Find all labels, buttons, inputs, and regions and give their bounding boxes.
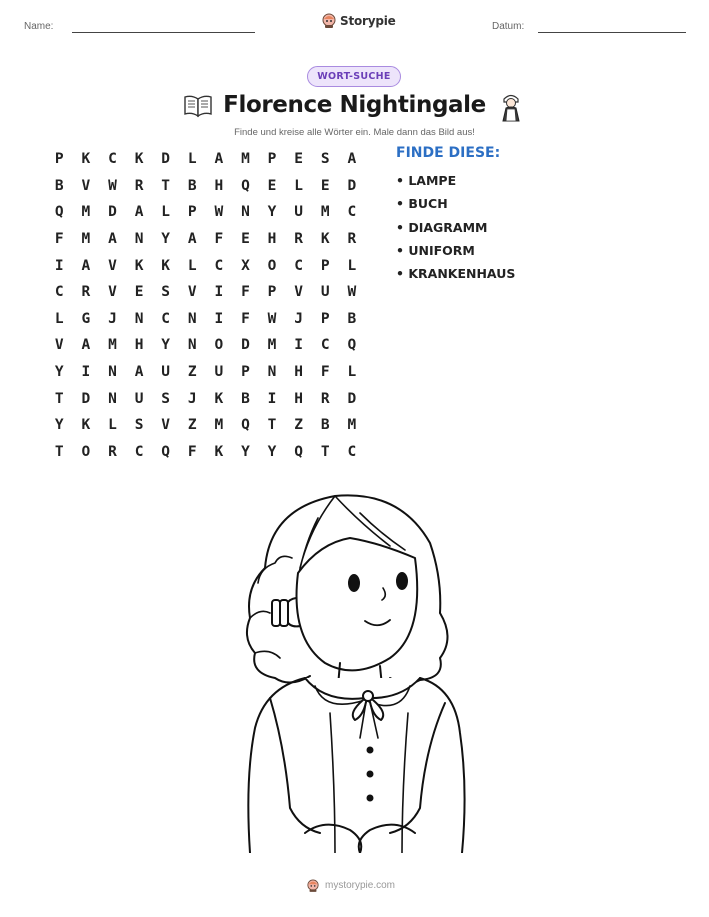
grid-cell[interactable]: B <box>320 417 330 434</box>
storypie-logo-icon <box>322 13 336 28</box>
nurse-icon <box>496 90 526 122</box>
word-list <box>396 171 515 287</box>
grid-cell[interactable]: H <box>294 364 303 381</box>
grid-cell[interactable]: Z <box>187 364 197 381</box>
grid-cell[interactable]: W <box>214 204 224 221</box>
grid-cell[interactable]: H <box>267 231 277 248</box>
grid-cell[interactable]: A <box>134 204 144 221</box>
grid-cell[interactable]: Q <box>294 443 303 460</box>
grid-cell[interactable]: K <box>161 257 171 274</box>
grid-cell[interactable]: F <box>241 284 250 301</box>
grid-cell[interactable]: W <box>267 310 277 327</box>
grid-cell[interactable]: C <box>320 337 330 354</box>
brand-name: Storypie <box>340 13 396 28</box>
grid-cell[interactable]: E <box>134 284 144 301</box>
grid-cell[interactable]: P <box>267 284 277 301</box>
grid-cell[interactable]: F <box>54 231 64 248</box>
grid-cell[interactable]: N <box>108 390 117 407</box>
grid-cell[interactable]: T <box>320 443 330 460</box>
grid-cell[interactable]: H <box>134 337 144 354</box>
grid-cell[interactable]: I <box>54 257 64 274</box>
grid-cell[interactable]: D <box>161 151 171 168</box>
florence-nightingale-coloring-illustration <box>230 488 470 853</box>
grid-cell[interactable]: K <box>81 417 91 434</box>
grid-cell[interactable]: U <box>214 364 224 381</box>
grid-cell[interactable]: B <box>241 390 250 407</box>
grid-cell[interactable]: Y <box>54 417 64 434</box>
grid-cell[interactable]: R <box>134 177 144 194</box>
grid-cell[interactable]: M <box>214 417 224 434</box>
grid-cell[interactable]: P <box>187 204 197 221</box>
grid-cell[interactable]: N <box>241 204 250 221</box>
grid-cell[interactable]: M <box>81 231 91 248</box>
grid-cell[interactable]: F <box>320 364 330 381</box>
footer-url: mystorypie.com <box>325 880 396 891</box>
grid-cell[interactable]: S <box>320 151 330 168</box>
grid-cell[interactable]: M <box>347 417 357 434</box>
grid-cell[interactable]: C <box>214 257 224 274</box>
grid-cell[interactable]: Z <box>294 417 303 434</box>
grid-cell[interactable]: A <box>347 151 357 168</box>
grid-cell[interactable]: S <box>134 417 144 434</box>
grid-cell[interactable]: T <box>54 390 64 407</box>
grid-cell[interactable]: E <box>320 177 330 194</box>
grid-cell[interactable]: C <box>161 310 171 327</box>
grid-cell[interactable]: G <box>81 310 91 327</box>
grid-cell[interactable]: T <box>267 417 277 434</box>
grid-cell[interactable]: V <box>108 284 117 301</box>
grid-cell[interactable]: L <box>54 310 64 327</box>
grid-cell[interactable]: H <box>294 390 303 407</box>
grid-cell[interactable]: I <box>214 310 224 327</box>
grid-cell[interactable]: V <box>81 177 91 194</box>
grid-cell[interactable]: N <box>267 364 277 381</box>
grid-cell[interactable]: W <box>347 284 357 301</box>
grid-cell[interactable]: A <box>214 151 224 168</box>
grid-cell[interactable]: W <box>108 177 117 194</box>
word-item: • LAMPE <box>396 173 457 188</box>
grid-cell[interactable]: M <box>241 151 250 168</box>
grid-cell[interactable]: P <box>267 151 277 168</box>
grid-cell[interactable]: Y <box>241 443 250 460</box>
grid-cell[interactable]: O <box>214 337 224 354</box>
grid-cell[interactable]: Q <box>241 417 250 434</box>
grid-cell[interactable]: F <box>214 231 224 248</box>
grid-cell[interactable]: N <box>108 364 117 381</box>
grid-cell[interactable]: C <box>54 284 64 301</box>
grid-cell[interactable]: L <box>108 417 117 434</box>
grid-cell[interactable]: Q <box>241 177 250 194</box>
grid-cell[interactable]: R <box>320 390 330 407</box>
grid-cell[interactable]: H <box>214 177 224 194</box>
grid-cell[interactable]: Q <box>347 337 357 354</box>
grid-cell[interactable]: U <box>294 204 303 221</box>
grid-cell[interactable]: C <box>294 257 303 274</box>
grid-cell[interactable]: L <box>187 151 197 168</box>
grid-cell[interactable]: D <box>81 390 91 407</box>
grid-cell[interactable]: E <box>267 177 277 194</box>
grid-cell[interactable]: J <box>187 390 197 407</box>
grid-cell[interactable]: L <box>347 257 357 274</box>
grid-cell[interactable]: J <box>294 310 303 327</box>
grid-cell[interactable]: A <box>81 337 91 354</box>
grid-cell[interactable]: U <box>161 364 171 381</box>
grid-cell[interactable]: Y <box>161 337 171 354</box>
grid-cell[interactable]: T <box>54 443 64 460</box>
instructions: Finde und kreise alle Wörter ein. Male dann das Bild aus! <box>234 127 475 138</box>
grid-cell[interactable]: A <box>108 231 117 248</box>
grid-cell[interactable]: O <box>267 257 277 274</box>
grid-cell[interactable]: B <box>54 177 64 194</box>
name-line[interactable] <box>72 32 255 33</box>
grid-cell[interactable]: I <box>267 390 277 407</box>
grid-cell[interactable]: L <box>347 364 357 381</box>
grid-cell[interactable]: Y <box>161 231 171 248</box>
name-label: Name: <box>24 21 54 32</box>
grid-cell[interactable]: N <box>134 310 144 327</box>
grid-cell[interactable]: V <box>54 337 64 354</box>
grid-cell[interactable]: I <box>81 364 91 381</box>
grid-cell[interactable]: F <box>187 443 197 460</box>
grid-cell[interactable]: O <box>81 443 91 460</box>
word-list-title: FINDE DIESE: <box>396 145 501 161</box>
grid-cell[interactable]: K <box>81 151 91 168</box>
grid-cell[interactable]: R <box>108 443 117 460</box>
grid-cell[interactable]: R <box>81 284 91 301</box>
grid-cell[interactable]: C <box>347 204 357 221</box>
grid-cell[interactable]: I <box>294 337 303 354</box>
grid-cell[interactable]: P <box>320 257 330 274</box>
grid-cell[interactable]: D <box>347 177 357 194</box>
grid-cell[interactable]: D <box>108 204 117 221</box>
grid-cell[interactable]: A <box>81 257 91 274</box>
grid-cell[interactable]: V <box>108 257 117 274</box>
grid-cell[interactable]: L <box>187 257 197 274</box>
grid-cell[interactable]: V <box>161 417 171 434</box>
grid-cell[interactable]: U <box>134 390 144 407</box>
word-item: • BUCH <box>396 196 448 212</box>
grid-cell[interactable]: R <box>347 231 357 248</box>
word-item: • DIAGRAMM <box>396 219 488 235</box>
grid-cell[interactable]: V <box>294 284 303 301</box>
word-item: • KRANKENHAUS <box>396 266 516 282</box>
grid-cell[interactable]: A <box>187 231 197 248</box>
grid-cell[interactable]: X <box>241 257 250 274</box>
grid-cell[interactable]: B <box>187 177 197 194</box>
grid-cell[interactable]: R <box>294 231 303 248</box>
grid-cell[interactable]: Z <box>187 417 197 434</box>
grid-cell[interactable]: B <box>347 310 357 327</box>
grid-cell[interactable]: Q <box>54 204 64 221</box>
grid-cell[interactable]: M <box>108 337 117 354</box>
grid-cell[interactable]: L <box>294 177 303 194</box>
grid-cell[interactable]: E <box>241 231 250 248</box>
grid-cell[interactable]: D <box>347 390 357 407</box>
grid-cell[interactable]: N <box>187 310 197 327</box>
page-title: Florence Nightingale <box>223 92 486 118</box>
grid-cell[interactable]: C <box>134 443 144 460</box>
grid-cell[interactable]: I <box>214 284 224 301</box>
grid-cell[interactable]: N <box>187 337 197 354</box>
footer <box>307 879 395 892</box>
date-line[interactable] <box>538 32 686 33</box>
grid-cell[interactable]: P <box>54 151 64 168</box>
grid-cell[interactable]: F <box>241 310 250 327</box>
grid-cell[interactable]: M <box>267 337 277 354</box>
grid-cell[interactable]: V <box>187 284 197 301</box>
grid-cell[interactable]: K <box>214 443 224 460</box>
grid-cell[interactable]: S <box>161 390 171 407</box>
grid-cell[interactable]: D <box>241 337 250 354</box>
grid-cell[interactable]: J <box>108 310 117 327</box>
grid-cell[interactable]: U <box>320 284 330 301</box>
grid-cell[interactable]: Y <box>54 364 64 381</box>
grid-cell[interactable]: M <box>81 204 91 221</box>
word-search-grid[interactable] <box>46 146 365 465</box>
grid-cell[interactable]: P <box>241 364 250 381</box>
grid-cell[interactable]: K <box>320 231 330 248</box>
grid-cell[interactable]: N <box>134 231 144 248</box>
grid-cell[interactable]: T <box>161 177 171 194</box>
grid-cell[interactable]: P <box>320 310 330 327</box>
grid-cell[interactable]: S <box>161 284 171 301</box>
grid-cell[interactable]: A <box>134 364 144 381</box>
word-item: • UNIFORM <box>396 242 475 258</box>
storypie-logo-icon <box>307 879 319 892</box>
date-label: Datum: <box>492 21 525 32</box>
grid-cell[interactable]: M <box>320 204 330 221</box>
grid-cell[interactable]: Y <box>267 204 277 221</box>
grid-cell[interactable]: E <box>294 151 303 168</box>
brand-logo <box>322 13 396 28</box>
grid-cell[interactable]: K <box>214 390 224 407</box>
grid-cell[interactable]: K <box>134 151 144 168</box>
grid-cell[interactable]: Q <box>161 443 171 460</box>
grid-cell[interactable]: C <box>108 151 117 168</box>
grid-cell[interactable]: L <box>161 204 171 221</box>
grid-cell[interactable]: C <box>347 443 357 460</box>
category-badge: WORT-SUCHE <box>307 66 401 87</box>
grid-cell[interactable]: Y <box>267 443 277 460</box>
grid-cell[interactable]: K <box>134 257 144 274</box>
